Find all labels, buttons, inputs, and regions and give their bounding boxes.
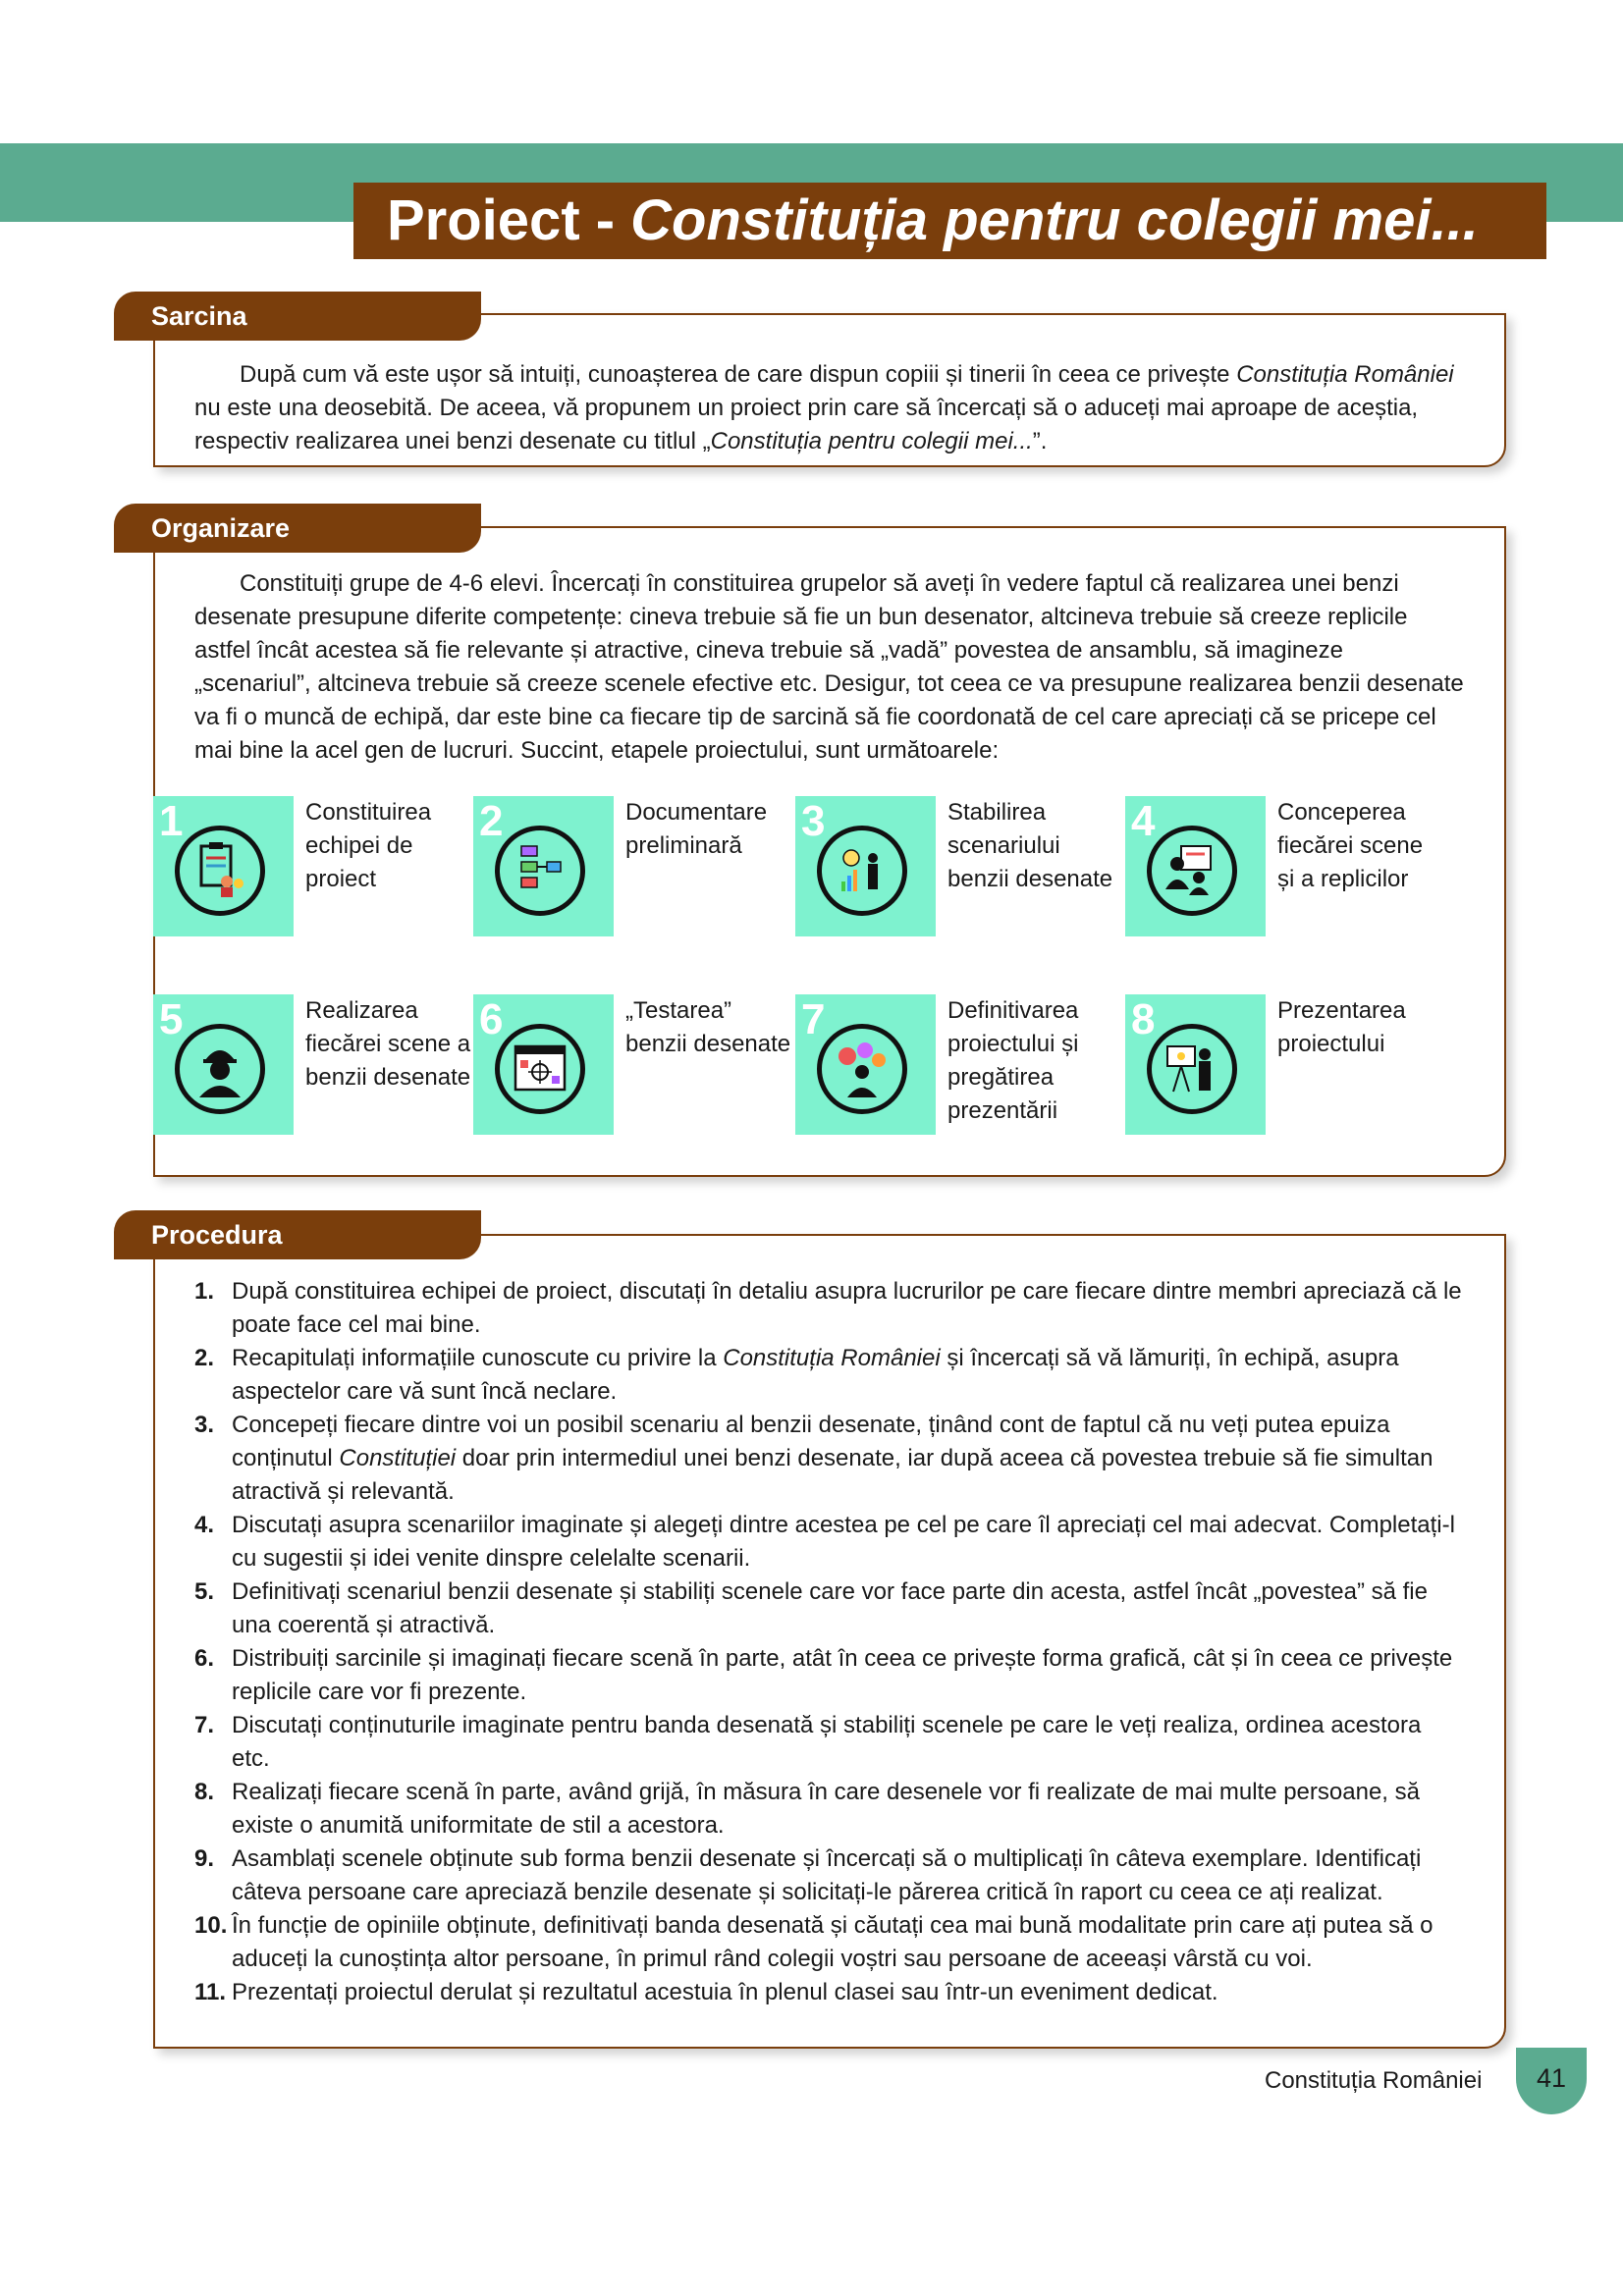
step-number: 2 [479,797,504,845]
procedure-item [194,1709,1465,1776]
procedure-item-text: Concepeți fiecare dintre voi un posibil scenariu al benzii desenate, ținând cont de faptul că nu veți putea epuiza conținutul [232,1412,1390,1471]
step-number: 3 [801,797,826,845]
organizare-text: Constituiți grupe de 4-6 elevi. Încercați în constituirea grupelor să aveți în vedere faptul că realizarea unei benzi desenate presupune diferite competențe: cineva trebuie să fie un bun desenator, altcineva trebuie să creeze replicile astfel încât acestea să fie relevante și atractive, cineva trebuie să „vadă” povestea de ansamblu, să imagineze „scenariul”, altcineva trebuie să creeze scenele efective etc. Desigur, tot ceea ce va presupune realizarea benzii desenate va fi o muncă de echipă, dar este bine ca fiecare tip de sarcină să fie coordonată de cel care apreciați că se pricepe cel mai bine la acel gen de lucruri. Succint, etapele proiectului, sunt următoarele: [194,570,1464,764]
organizare-heading: Organizare [114,504,481,553]
step-tile [153,796,294,936]
step-1 [153,796,467,938]
procedure-item-number: 2. [194,1345,215,1371]
team-clipboard-icon [175,826,265,916]
step-tile [1125,796,1266,936]
procedure-item [194,1842,1465,1909]
procedure-item [194,1642,1465,1709]
procedure-item [194,1776,1465,1842]
step-number: 7 [801,995,826,1043]
step-number: 4 [1131,797,1156,845]
procedure-item [194,1342,1465,1409]
procedure-item-text: Definitivați scenariul benzii desenate și stabiliți scenele care vor face parte din acesta, astfel încât „povestea” să fie una coerentă și atractivă. [232,1578,1428,1638]
procedure-item-number: 11. [194,1979,227,2005]
step-tile [1125,994,1266,1135]
person-board-icon [1147,826,1237,916]
procedure-item-text: Distribuiți sarcinile și imaginați fiecare scenă în parte, atât în ceea ce privește forma grafică, cât și în ceea ce privește replicile care vor fi prezente. [232,1645,1453,1705]
step-8 [1125,994,1439,1137]
step-number: 8 [1131,995,1156,1043]
step-number: 5 [159,995,184,1043]
procedure-item-number: 4. [194,1512,215,1538]
page-number: 41 [1516,2048,1587,2114]
procedure-item-number: 3. [194,1412,215,1438]
procedure-item-text: Discutați conținuturile imaginate pentru banda desenată și stabiliți scenele pe care le veți realiza, ordinea acestora etc. [232,1712,1422,1772]
step-tile [473,994,614,1135]
procedure-item-text: Realizați fiecare scenă în parte, având grijă, în măsura în care desenele vor fi realizate de mai multe persoane, să existe o anumită uniformitate de stil a acestora. [232,1779,1420,1839]
sarcina-text: După cum vă este ușor să intuiți, cunoașterea de care dispun copiii și tinerii în ceea ce privește Constituția României nu este una deosebită. De aceea, vă propunem un proiect prin care să încercați să o aduceți mai aproape de aceștia, respectiv realizarea unei benzi desenate cu titlul „Constituția pentru colegii mei...”. [194,361,1454,454]
step-3 [795,796,1113,938]
organizare-box [153,526,1506,1177]
procedure-item [194,1976,1465,2009]
procedure-item [194,1275,1465,1342]
procedure-item-text: Prezentați proiectul derulat și rezultatul acestuia în plenul clasei sau într-un eveniment dedicat. [232,1979,1218,2005]
step-4 [1125,796,1439,938]
idea-presenter-icon [817,826,907,916]
step-tile [473,796,614,936]
step-5 [153,994,471,1137]
procedure-item-text-end: și încercați să vă lămuriți, în echipă, asupra aspectelor care vă sunt încă neclare. [232,1345,1399,1405]
gears-person-icon [817,1024,907,1114]
step-label: Documentare preliminară [625,799,768,859]
procedure-item-number: 5. [194,1578,215,1605]
step-label: „Testarea” benzii desenate [625,997,791,1057]
page-title: Proiect - Constituția pentru colegii mei... [353,183,1546,259]
procedure-item-text: Asamblați scenele obținute sub forma benzii desenate și încercați să o multiplicați în câteva exemplare. Identificați câteva persoane care apreciază benzile desenate și solicitați-le părerea critică în raport cu ceea ce ați realizat. [232,1845,1422,1905]
procedure-item-number: 7. [194,1712,215,1738]
step-label: Definitivarea proiectului și pregătirea prezentării [947,997,1079,1124]
procedure-item-number: 8. [194,1779,215,1805]
step-2 [473,796,787,938]
procedure-item [194,1909,1465,1976]
step-label: Stabilirea scenariului benzii desenate [947,799,1113,892]
book-title: Constituția României [1265,2067,1483,2094]
procedure-item-number: 9. [194,1845,215,1872]
flowchart-icon [495,826,585,916]
step-number: 6 [479,995,504,1043]
step-tile [795,796,936,936]
procedure-item-text: Discutați asupra scenariilor imaginate și alegeți dintre acestea pe cel pe care îl apreciați cel mai adecvat. Completați-l cu sugestii și idei venite dinspre celelalte scenarii. [232,1512,1455,1572]
procedure-item-emphasis: Constituției [339,1445,457,1471]
sarcina-heading: Sarcina [114,292,481,341]
step-tile [153,994,294,1135]
step-tile [795,994,936,1135]
procedure-item [194,1575,1465,1642]
step-6 [473,994,791,1137]
step-number: 1 [159,797,184,845]
procedura-box [153,1234,1506,2049]
calendar-target-icon [495,1024,585,1114]
procedure-item [194,1509,1465,1575]
procedure-list [194,1275,1465,2009]
procedura-heading: Procedura [114,1210,481,1259]
procedure-item-number: 1. [194,1278,215,1305]
step-label: Conceperea fiecărei scene și a replicilor [1277,799,1424,892]
procedure-item-text: În funcție de opiniile obținute, definitivați banda desenată și căutați cea mai bună modalitate prin care ați putea să o aduceți la cunoștința altor persoane, în primul rând colegii voștri sau persoane de aceeași vârstă cu voi. [232,1912,1434,1972]
step-label: Constituirea echipei de proiect [305,799,432,892]
procedure-item-text: Recapitulați informațiile cunoscute cu privire la [232,1345,724,1371]
procedure-item-emphasis: Constituția României [723,1345,941,1371]
procedure-item-number: 10. [194,1912,228,1939]
procedure-item-text-end: doar prin intermediul unei benzi desenate, iar după aceea că povestea trebuie să fie simultan atractivă și relevantă. [232,1445,1434,1505]
step-label: Realizarea fiecărei scene a benzii desenate [305,997,471,1091]
procedure-item-text: După constituirea echipei de proiect, discutați în detaliu asupra lucrurilor pe care fiecare dintre membri apreciază că le poate face cel mai bine. [232,1278,1462,1338]
procedure-item-number: 6. [194,1645,215,1672]
step-label: Prezentarea proiectului [1277,997,1406,1057]
procedure-item [194,1409,1465,1509]
presenter-easel-icon [1147,1024,1237,1114]
step-7 [795,994,1109,1137]
worker-helmet-icon [175,1024,265,1114]
